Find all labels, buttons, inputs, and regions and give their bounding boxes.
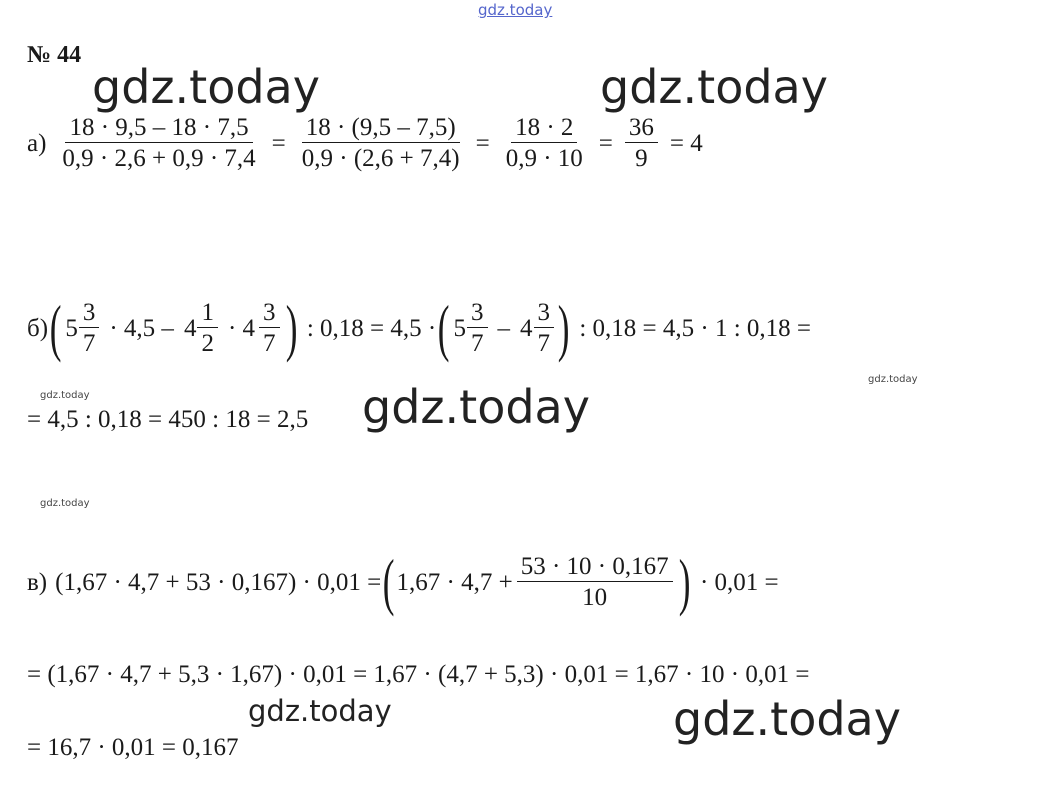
right-paren-2: ) bbox=[557, 292, 570, 363]
watermark-top[interactable]: gdz.today bbox=[478, 1, 553, 19]
mixed-number-1: 5 $\frac{3}{7}$ bbox=[65, 300, 99, 356]
part-c-line-2: = (1,67 · 4,7 + 5,3 · 1,67) · 0,01 = 1,67 · (4,7 + 5,3) · 0,01 = 1,67 · 10 · 0,01 = bbox=[27, 661, 810, 688]
fraction-3: $\frac{18 \cdot 2}{0,9 \cdot 10}$ bbox=[505, 114, 583, 172]
part-b-line-1: б) ( 5 $\frac{3}{7}$ · 4,5 – 4 $\frac{1}{2}$ · 4 $\frac{3}{7}$ ) : 0,18 = 4,5 · ( 5 $\frac{3}{7}$ – 4 $\frac{3}{7}$ ) : 0,18 = 4,5 · 1 : 0,18 = bbox=[27, 292, 811, 363]
watermark-big-4: gdz.today bbox=[673, 692, 901, 746]
fraction-4: $\frac{36}{9}$ bbox=[625, 115, 658, 171]
watermark-big-3: gdz.today bbox=[362, 380, 590, 434]
fraction-1: $\frac{18 \cdot 9,5 - 18 \cdot 7,5}{0,9 \cdot 2,6 + 0,9 \cdot 7,4}$ bbox=[62, 114, 256, 172]
right-paren: ) bbox=[285, 292, 298, 363]
part-a-result: = 4 bbox=[669, 129, 703, 157]
part-b-line-2: = 4,5 : 0,18 = 450 : 18 = 2,5 bbox=[27, 406, 309, 433]
fraction-c: $\frac{53 \cdot 10 \cdot 0,167}{10}$ bbox=[517, 554, 673, 610]
left-paren: ( bbox=[49, 292, 62, 363]
mixed-number-4: 5 $\frac{3}{7}$ bbox=[454, 300, 488, 356]
problem-title: № 44 bbox=[27, 42, 82, 68]
watermark-small-1: gdz.today bbox=[40, 390, 90, 401]
left-paren-3: ( bbox=[383, 546, 395, 617]
right-paren-3: ) bbox=[678, 546, 691, 617]
watermark-big-1: gdz.today bbox=[92, 60, 320, 114]
part-a-label: а) bbox=[27, 129, 47, 157]
watermark-small-3: gdz.today bbox=[40, 498, 90, 509]
fraction-2: $\frac{18 \cdot (9,5 - 7,5)}{0,9 \cdot (2,6 + 7,4)}$ bbox=[301, 114, 460, 172]
watermark-small-2: gdz.today bbox=[868, 374, 918, 385]
mixed-number-5: 4 $\frac{3}{7}$ bbox=[520, 300, 554, 356]
watermark-mid: gdz.today bbox=[248, 694, 392, 728]
left-paren-2: ( bbox=[437, 292, 450, 363]
mixed-number-2: 4 $\frac{1}{2}$ bbox=[184, 300, 218, 356]
part-b-label: б) bbox=[27, 314, 49, 342]
part-a: а) $\frac{18 \cdot 9,5 - 18 \cdot 7,5}{0,9 \cdot 2,6 + 0,9 \cdot 7,4}$ = $\frac{18 \cdot (9,5 - 7,5)}{0,9 \cdot (2,6 + 7,4)}$ = $\frac{18 \cdot 2}{0,9 \cdot 10}$ = $\frac{36}{9}$ = 4 bbox=[27, 114, 703, 172]
part-c-line-3: = 16,7 · 0,01 = 0,167 bbox=[27, 734, 239, 761]
fraction-b3: $\frac{3}{7}$ bbox=[259, 300, 280, 356]
watermark-big-2: gdz.today bbox=[600, 60, 828, 114]
part-c-line-1: в) (1,67 · 4,7 + 53 · 0,167) · 0,01 = ( 1,67 · 4,7 + $\frac{53 \cdot 10 \cdot 0,167}{10}$ ) · 0,01 = bbox=[27, 546, 779, 617]
part-c-label: в) bbox=[27, 568, 48, 596]
